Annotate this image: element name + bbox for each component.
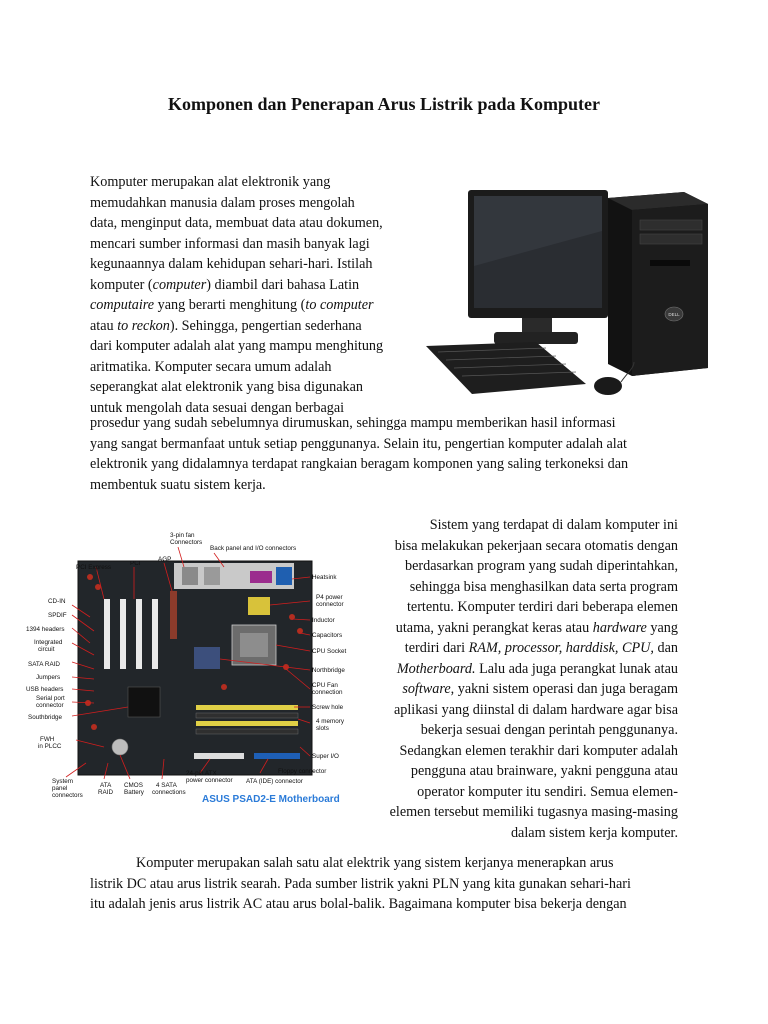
text-segment: untuk mengolah data sesuai dengan berbagai <box>90 399 345 416</box>
svg-text:Jumpers: Jumpers <box>36 674 61 681</box>
text-segment: ). Sehingga, pengertian sederhana <box>169 317 362 334</box>
text-line <box>370 659 678 680</box>
svg-text:24-pin ATX: 24-pin ATX <box>186 770 217 777</box>
svg-text:slots: slots <box>316 725 329 732</box>
text-line <box>370 802 678 823</box>
svg-text:PCI Express: PCI Express <box>76 564 111 571</box>
text-segment: Sistem yang terdapat di dalam komputer ini <box>429 517 678 533</box>
svg-text:AGP: AGP <box>158 556 172 563</box>
svg-text:ATA (IDE) connector: ATA (IDE) connector <box>246 778 303 785</box>
text-segment: atau <box>90 317 118 334</box>
svg-text:connections: connections <box>152 789 186 796</box>
text-segment: dari komputer adalah alat yang mampu menghitung <box>90 338 384 354</box>
desktop-computer-illustration <box>416 186 712 408</box>
svg-text:ATA: ATA <box>100 782 112 789</box>
text-line <box>370 782 678 803</box>
text-segment: sehingga bisa menghasilkan data serta program <box>409 578 678 595</box>
svg-text:FWH: FWH <box>40 736 55 743</box>
svg-text:power connector: power connector <box>186 777 233 784</box>
text-segment: bisa melakukan pekerjaan secara otomatis dengan <box>394 537 678 554</box>
svg-text:PCI: PCI <box>130 560 141 567</box>
text-segment: , yakni sistem operasi dan juga beragam <box>450 681 678 697</box>
svg-text:Integrated: Integrated <box>34 639 63 646</box>
text-line: membentuk suatu sistem kerja. <box>90 476 266 493</box>
italic-term: hardware <box>592 619 647 636</box>
svg-text:CPU Fan: CPU Fan <box>312 682 338 689</box>
svg-text:P4 power: P4 power <box>316 594 343 601</box>
svg-text:Screw hole: Screw hole <box>312 704 344 711</box>
text-line <box>90 275 383 296</box>
svg-text:3-pin fan: 3-pin fan <box>170 532 195 539</box>
text-segment: seperangkat alat elektronik yang bisa digunakan <box>90 379 364 395</box>
text-segment: utama, yakni perangkat keras atau <box>395 619 593 636</box>
text-line <box>370 515 678 536</box>
text-segment: komputer ( <box>90 276 153 293</box>
text-segment: kegunaannya dalam kehidupan sehari-hari. Istilah <box>90 256 373 272</box>
text-line: yang sangat bermanfaat untuk setiap penggunanya. Selain itu, pengertian komputer adalah alat <box>90 435 627 452</box>
text-line: prosedur yang sudah sebelumnya dirumuskan, sehingga mampu memberikan hasil informasi <box>90 415 616 431</box>
svg-text:CD-IN: CD-IN <box>48 598 66 605</box>
svg-text:DELL: DELL <box>668 312 680 317</box>
text-segment: Lalu ada juga perangkat lunak atau <box>475 660 678 677</box>
svg-text:in PLCC: in PLCC <box>38 743 62 750</box>
text-line <box>90 336 383 357</box>
text-line <box>370 536 678 557</box>
text-line <box>370 556 678 577</box>
text-segment: data, menginput data, membuat data atau dokumen, <box>90 215 383 231</box>
svg-text:Heatsink: Heatsink <box>312 574 337 581</box>
text-line <box>370 823 678 844</box>
svg-text:connector: connector <box>316 601 344 608</box>
svg-text:RAID: RAID <box>98 789 114 796</box>
paragraph-intro <box>90 172 383 418</box>
italic-term: computer <box>152 276 207 293</box>
svg-text:CPU Socket: CPU Socket <box>312 648 347 655</box>
text-line <box>370 638 678 659</box>
text-line <box>90 316 383 337</box>
text-line <box>370 618 678 639</box>
text-line <box>90 193 383 214</box>
text-line <box>370 577 678 598</box>
paragraph-intro-continued <box>90 413 672 495</box>
text-segment: aplikasi yang diinstal di dalam hardware agar bisa <box>393 701 678 718</box>
svg-text:1394 headers: 1394 headers <box>26 626 65 633</box>
italic-term: RAM, processor, harddisk, CPU, <box>468 640 654 656</box>
text-line <box>90 234 383 255</box>
text-line <box>370 720 678 741</box>
text-segment: elemen tersebut memiliki tugasnya masing-masing <box>389 804 678 820</box>
svg-text:Battery: Battery <box>124 789 144 796</box>
text-segment: ) diambil dari bahasa Latin <box>206 276 360 293</box>
text-segment: aritmatika. Komputer secara umum adalah <box>90 358 332 375</box>
text-segment: memudahkan manusia dalam proses mengolah <box>90 194 355 211</box>
svg-text:CMOS: CMOS <box>124 782 143 789</box>
italic-term: software <box>402 681 451 697</box>
text-line <box>90 213 383 234</box>
svg-text:connectors: connectors <box>52 792 83 799</box>
text-segment: mencari sumber informasi dan masih banyak lagi <box>90 235 370 252</box>
svg-text:4 memory: 4 memory <box>316 718 344 725</box>
text-line <box>90 295 383 316</box>
text-line <box>370 597 678 618</box>
svg-text:Back panel and I/O connectors: Back panel and I/O connectors <box>210 545 297 552</box>
italic-term: to reckon <box>117 317 170 334</box>
text-line: elektronik yang didalamnya terdapat rangkaian beragam komponen yang saling terkoneksi dan <box>90 456 629 472</box>
text-line <box>90 172 383 193</box>
text-line: itu adalah jenis arus listrik AC atau arus bolal-balik. Bagaimana komputer bisa bekerja dengan <box>90 896 627 912</box>
italic-term: computaire <box>90 297 155 313</box>
text-segment: operator komputer itu sendiri. Semua elemen- <box>417 783 678 800</box>
text-segment: dalam sistem kerja komputer. <box>510 824 678 841</box>
text-segment: Komputer merupakan alat elektronik yang <box>90 174 331 190</box>
optical-drive <box>640 220 702 230</box>
motherboard-caption: ASUS PSAD2-E Motherboard <box>202 794 340 805</box>
text-segment: dan <box>653 640 678 656</box>
text-segment: yang <box>646 619 678 636</box>
paragraph-system <box>370 515 678 843</box>
mouse <box>594 377 622 395</box>
text-line <box>370 761 678 782</box>
document-title: Komponen dan Penerapan Arus Listrik pada Komputer <box>167 94 601 114</box>
italic-term: to computer <box>305 297 374 313</box>
svg-text:SATA RAID: SATA RAID <box>28 661 60 668</box>
svg-text:circuit: circuit <box>38 646 55 653</box>
svg-text:Connectors: Connectors <box>170 539 203 546</box>
motherboard-diagram <box>24 527 364 809</box>
svg-text:USB headers: USB headers <box>26 686 64 693</box>
svg-text:System: System <box>52 778 73 785</box>
text-line: listrik DC atau arus listrik searah. Pada sumber listrik yakni PLN yang kita gunakan sehari-hari <box>90 875 631 892</box>
text-line <box>90 377 383 398</box>
svg-text:4 SATA: 4 SATA <box>156 782 177 789</box>
text-segment: bekerja sesuai dengan perintah penggunanya. <box>420 722 678 738</box>
svg-text:Southbridge: Southbridge <box>28 714 62 721</box>
text-line <box>90 357 383 378</box>
text-segment: terdiri dari <box>404 640 469 656</box>
text-segment: tertentu. Komputer terdiri dari beberapa elemen <box>406 599 678 615</box>
svg-text:Northbridge: Northbridge <box>312 667 345 674</box>
svg-text:connector: connector <box>36 702 64 709</box>
text-segment: berdasarkan program yang sudah diperintahkan, <box>404 558 678 574</box>
paragraph-current <box>90 853 670 915</box>
text-segment: pengguna atau brainware, yakni pengguna atau <box>410 763 678 779</box>
svg-text:Super I/O: Super I/O <box>312 753 339 760</box>
svg-text:Capacitors: Capacitors <box>312 632 343 639</box>
svg-text:Inductor: Inductor <box>312 617 335 624</box>
text-segment: yang berarti menghitung ( <box>154 297 306 313</box>
svg-text:connection: connection <box>312 689 343 696</box>
text-line <box>90 254 383 275</box>
svg-text:Floppy connector: Floppy connector <box>278 768 327 775</box>
svg-text:Serial port: Serial port <box>36 695 65 702</box>
text-line <box>370 679 678 700</box>
text-line <box>370 741 678 762</box>
text-line <box>370 700 678 721</box>
italic-term: Motherboard. <box>396 660 476 677</box>
svg-text:panel: panel <box>52 785 68 792</box>
text-segment: Sedangkan elemen terakhir dari komputer adalah <box>399 742 678 759</box>
text-line: Komputer merupakan salah satu alat elektrik yang sistem kerjanya menerapkan arus <box>136 855 614 871</box>
svg-text:SPDIF: SPDIF <box>48 612 67 619</box>
